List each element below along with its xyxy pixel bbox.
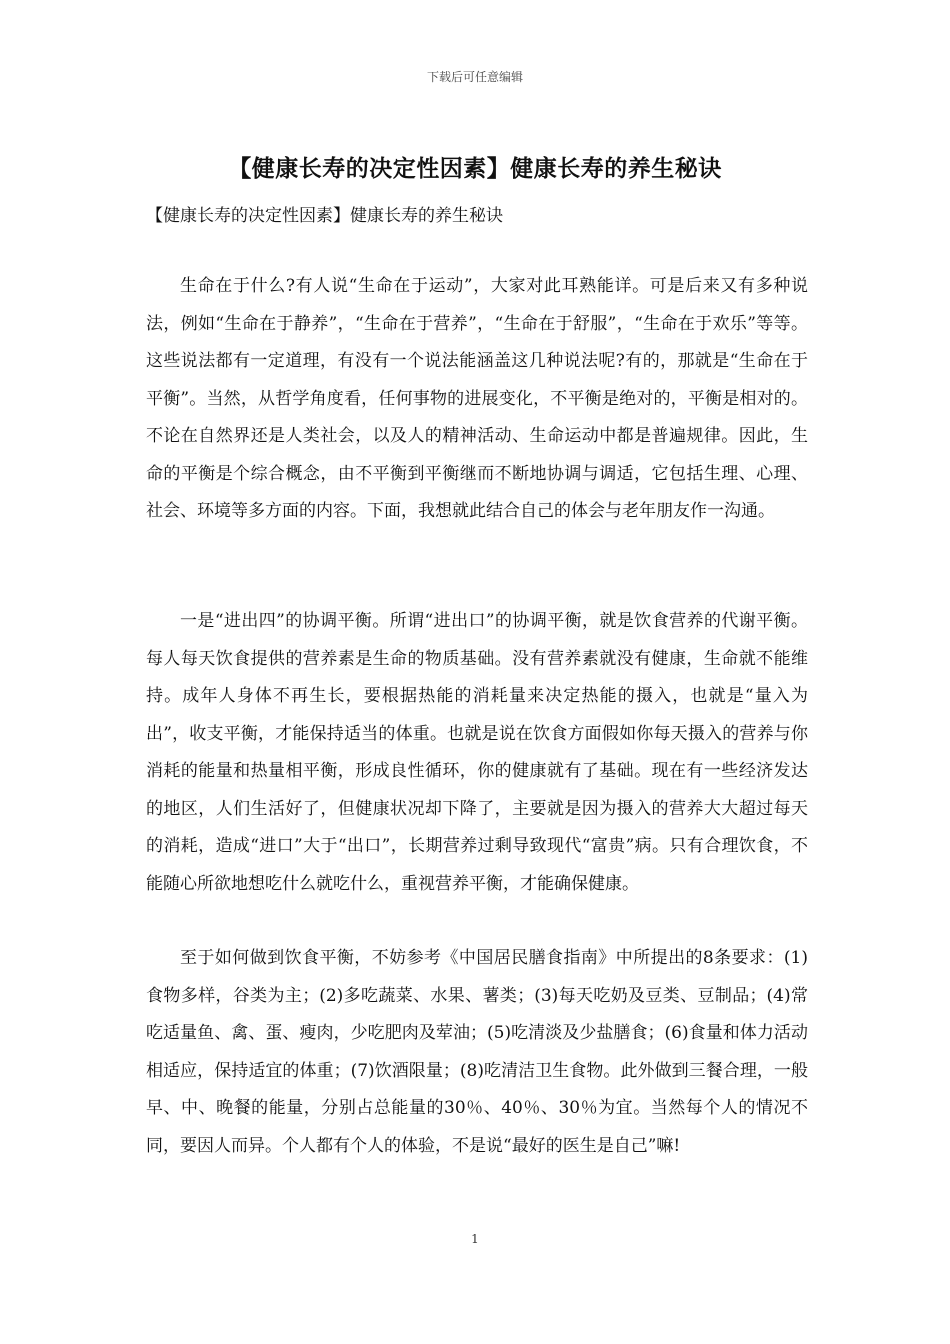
body-paragraph-1-block: [146, 268, 808, 531]
page-number: 1: [471, 1232, 479, 1246]
body-paragraph: 一是“进出四”的协调平衡。所谓“进出口”的协调平衡，就是饮食营养的代谢平衡。每人每天饮食提供的营养素是生命的物质基础。没有营养素就没有健康，生命就不能维持。成年人身体不再生长，要根据热能的消耗量来决定热能的摄入，也就是“量入为出”，收支平衡，才能保持适当的体重。也就是说在饮食方面假如你每天摄入的营养与你消耗的能量和热量相平衡，形成良性循环，你的健康就有了基础。现在有一些经济发达的地区，人们生活好了，但健康状况却下降了，主要就是因为摄入的营养大大超过每天的消耗，造成“进口”大于“出口”，长期营养过剩导致现代“富贵”病。只有合理饮食，不能随心所欲地想吃什么就吃什么，重视营养平衡，才能确保健康。: [146, 611, 808, 894]
document-title: 【健康长寿的决定性因素】健康长寿的养生秘诀: [228, 156, 722, 182]
body-paragraph: 至于如何做到饮食平衡，不妨参考《中国居民膳食指南》中所提出的8条要求：(1)食物多样，谷类为主；(2)多吃蔬菜、水果、薯类；(3)每天吃奶及豆类、豆制品；(4)常吃适量鱼、禽、蛋、瘦肉，少吃肥肉及荤油；(5)吃清淡及少盐膳食；(6)食量和体力活动相适应，保持适宜的体重；(7)饮酒限量；(8)吃清洁卫生食物。此外做到三餐合理，一般早、中、晚餐的能量，分别占总能量的30％、40％、30％为宜。当然每个人的情况不同，要因人而异。个人都有个人的体验，不是说“最好的医生是自己”嘛!: [146, 948, 808, 1156]
page-header-note: 下载后可任意编辑: [426, 70, 523, 84]
body-paragraph-3-block: [146, 940, 808, 1165]
document-subtitle: 【健康长寿的决定性因素】健康长寿的养生秘诀: [146, 206, 503, 226]
body-paragraph-2-block: [146, 603, 808, 903]
body-paragraph: 生命在于什么?有人说“生命在于运动”，大家对此耳熟能详。可是后来又有多种说法，例如“生命在于静养”，“生命在于营养”，“生命在于舒服”，“生命在于欢乐”等等。这些说法都有一定道理，有没有一个说法能涵盖这几种说法呢?有的，那就是“生命在于平衡”。当然，从哲学角度看，任何事物的进展变化，不平衡是绝对的，平衡是相对的。不论在自然界还是人类社会，以及人的精神活动、生命运动中都是普遍规律。因此，生命的平衡是个综合概念，由不平衡到平衡继而不断地协调与调适，它包括生理、心理、社会、环境等多方面的内容。下面，我想就此结合自己的体会与老年朋友作一沟通。: [146, 276, 808, 521]
